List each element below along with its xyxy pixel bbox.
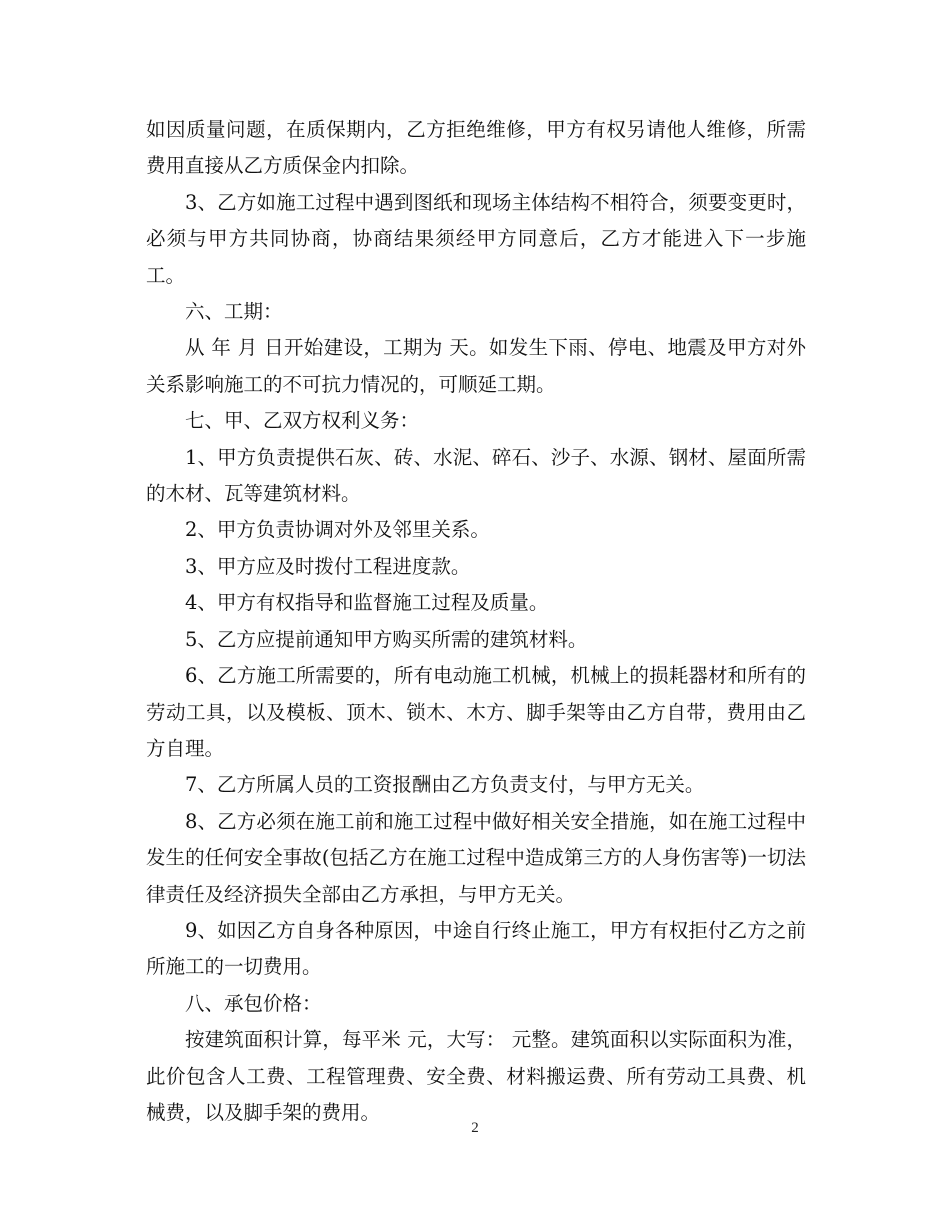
list-item: 6、乙方施工所需要的，所有电动施工机械，机械上的损耗器材和所有的劳动工具，以及模板、顶木、锁木、木方、脚手架等由乙方自带，费用由乙方自理。 — [146, 664, 806, 760]
list-item: 1、甲方负责提供石灰、砖、水泥、碎石、沙子、水源、钢材、屋面所需的木材、瓦等建筑材料。 — [146, 445, 806, 506]
section-heading: 六、工期： — [185, 300, 283, 324]
section-heading: 八、承包价格： — [185, 991, 322, 1015]
list-item: 7、乙方所属人员的工资报酬由乙方负责支付，与甲方无关。 — [185, 773, 705, 797]
paragraph: 3、乙方如施工过程中遇到图纸和现场主体结构不相符合，须要变更时，必须与甲方共同协商，协商结果须经甲方同意后，乙方才能进入下一步施工。 — [146, 190, 806, 287]
list-item: 3、甲方应及时拨付工程进度款。 — [185, 554, 471, 578]
list-item: 9、如因乙方自身各种原因，中途自行终止施工，甲方有权拒付乙方之前所施工的一切费用。 — [146, 918, 806, 979]
paragraph: 按建筑面积计算，每平米 元，大写： 元整。建筑面积以实际面积为准，此价包含人工费、工程管理费、安全费、材料搬运费、所有劳动工具费、机械费，以及脚手架的费用。 — [146, 1028, 806, 1124]
paragraph: 从 年 月 日开始建设，工期为 天。如发生下雨、停电、地震及甲方对外关系影响施工的不可抗力情况的，可顺延工期。 — [146, 336, 806, 396]
section-heading: 七、甲、乙双方权利义务： — [185, 409, 420, 433]
list-item: 2、甲方负责协调对外及邻里关系。 — [185, 518, 490, 542]
list-item: 4、甲方有权指导和监督施工过程及质量。 — [185, 591, 549, 615]
page-number: 2 — [471, 1120, 479, 1136]
list-item: 5、乙方应提前通知甲方购买所需的建筑材料。 — [185, 627, 588, 651]
paragraph: 如因质量问题，在质保期内，乙方拒绝维修，甲方有权另请他人维修，所需费用直接从乙方质保金内扣除。 — [146, 118, 806, 178]
list-item: 8、乙方必须在施工前和施工过程中做好相关安全措施，如在施工过程中发生的任何安全事故(包括乙方在施工过程中造成第三方的人身伤害等)一切法律责任及经济损失全部由乙方承担，与甲方无关。 — [146, 809, 806, 906]
document-body — [146, 112, 806, 1131]
